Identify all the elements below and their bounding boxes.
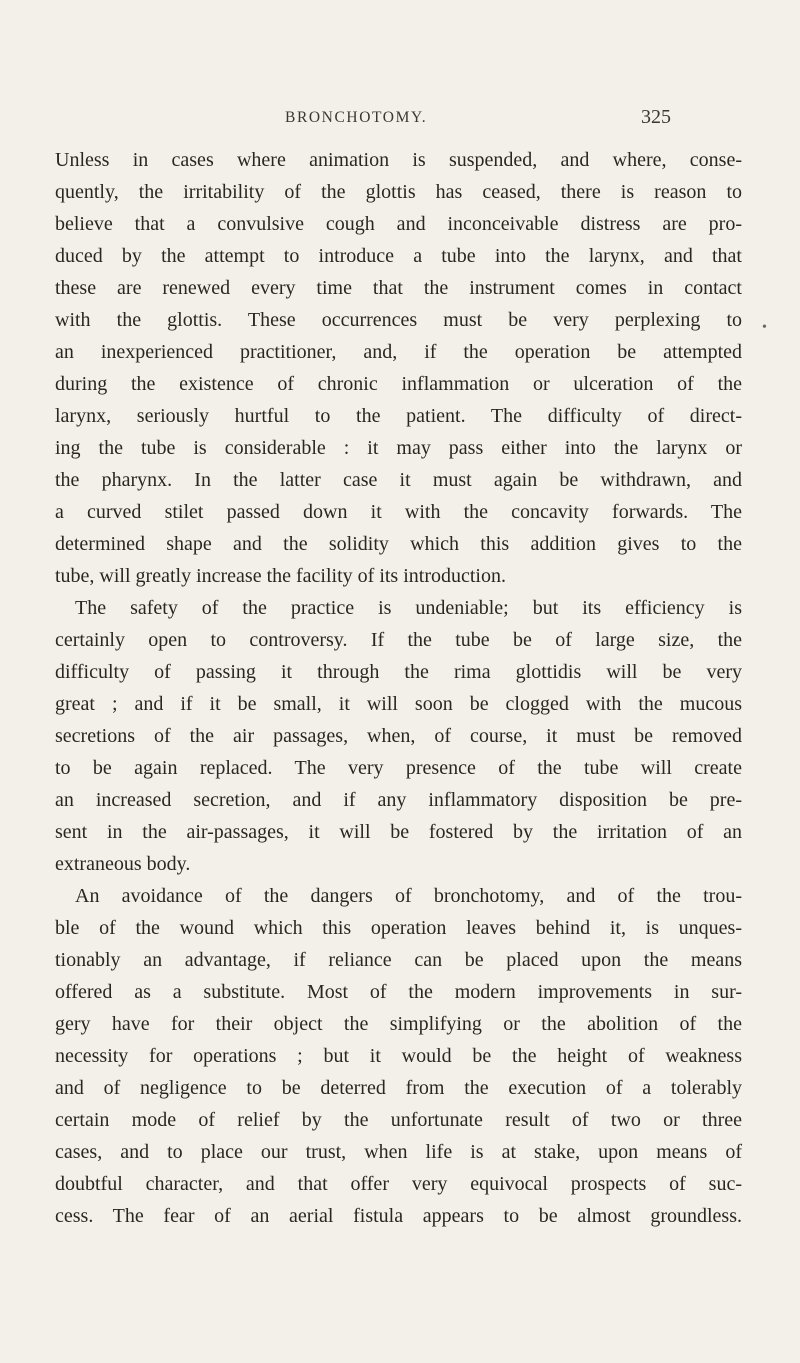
running-head [0, 106, 800, 133]
text-line: sent in the air-passages, it will be fostered by the irritation of an [55, 821, 742, 843]
text-line: with the glottis. These occurrences must be very perplexing to [55, 309, 742, 331]
text-line: certainly open to controversy. If the tube be of large size, the [55, 629, 742, 651]
text-line: an inexperienced practitioner, and, if the operation be attempted [55, 341, 742, 363]
text-line: an increased secretion, and if any inflammatory disposition be pre- [55, 789, 742, 811]
page-number: 325 [641, 106, 671, 128]
text-line: to be again replaced. The very presence of the tube will create [55, 757, 742, 779]
text-line: offered as a substitute. Most of the modern improvements in sur- [55, 981, 742, 1003]
text-line: gery have for their object the simplifying or the abolition of the [55, 1013, 742, 1035]
margin-mark: • [762, 320, 767, 335]
text-line: quently, the irritability of the glottis has ceased, there is reason to [55, 181, 742, 203]
text-line: Unless in cases where animation is suspended, and where, conse- [55, 149, 742, 171]
text-line: believe that a convulsive cough and inconceivable distress are pro- [55, 213, 742, 235]
text-line: ble of the wound which this operation leaves behind it, is unques- [55, 917, 742, 939]
text-line: during the existence of chronic inflammation or ulceration of the [55, 373, 742, 395]
text-line: doubtful character, and that offer very equivocal prospects of suc- [55, 1173, 742, 1195]
text-line: An avoidance of the dangers of bronchotomy, and of the trou- [75, 885, 742, 907]
text-line: tube, will greatly increase the facility of its introduction. [55, 565, 506, 587]
text-line: The safety of the practice is undeniable; but its efficiency is [75, 597, 742, 619]
text-line: certain mode of relief by the unfortunate result of two or three [55, 1109, 742, 1131]
text-line: and of negligence to be deterred from the execution of a tolerably [55, 1077, 742, 1099]
text-line: larynx, seriously hurtful to the patient. The difficulty of direct- [55, 405, 742, 427]
text-line: great ; and if it be small, it will soon be clogged with the mucous [55, 693, 742, 715]
text-line: duced by the attempt to introduce a tube into the larynx, and that [55, 245, 742, 267]
text-line: ing the tube is considerable : it may pass either into the larynx or [55, 437, 742, 459]
text-line: determined shape and the solidity which this addition gives to the [55, 533, 742, 555]
text-line: a curved stilet passed down it with the concavity forwards. The [55, 501, 742, 523]
text-line: these are renewed every time that the instrument comes in contact [55, 277, 742, 299]
text-line: cases, and to place our trust, when life is at stake, upon means of [55, 1141, 742, 1163]
running-title: BRONCHOTOMY. [285, 109, 428, 126]
text-line: cess. The fear of an aerial fistula appears to be almost groundless. [55, 1205, 742, 1227]
text-line: necessity for operations ; but it would be the height of weakness [55, 1045, 742, 1067]
text-line: extraneous body. [55, 853, 191, 875]
text-line: secretions of the air passages, when, of course, it must be removed [55, 725, 742, 747]
text-line: the pharynx. In the latter case it must again be withdrawn, and [55, 469, 742, 491]
text-line: difficulty of passing it through the rima glottidis will be very [55, 661, 742, 683]
text-line: tionably an advantage, if reliance can be placed upon the means [55, 949, 742, 971]
